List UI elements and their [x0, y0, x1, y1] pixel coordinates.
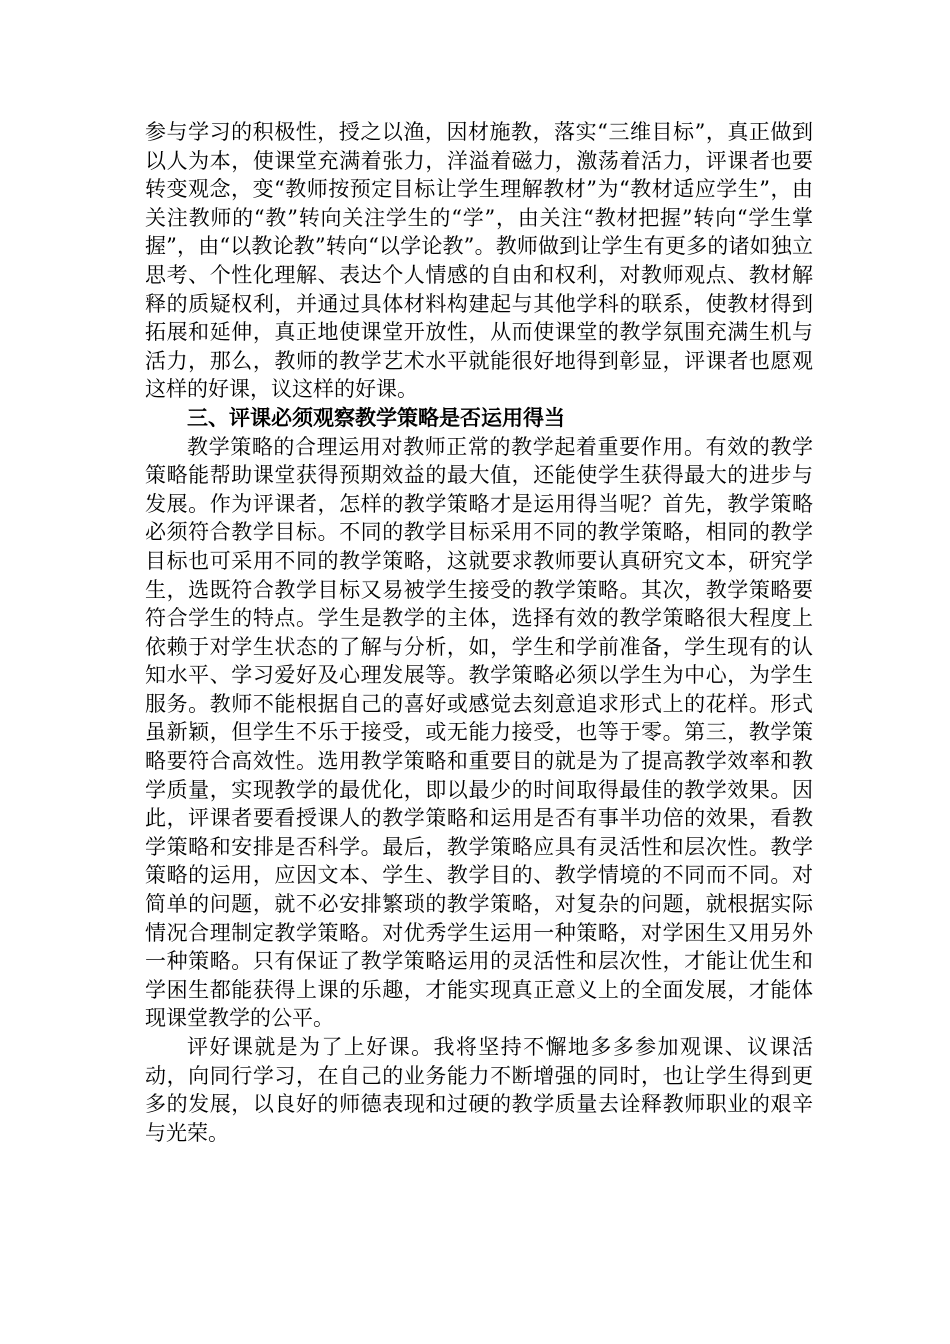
body-paragraph-2: 教学策略的合理运用对教师正常的教学起着重要作用。有效的教学策略能帮助课堂获得预期效益的最大值，还能使学生获得最大的进步与发展。作为评课者，怎样的教学策略才是运用得当呢？首先，教学策略必须符合教学目标。不同的教学目标采用不同的教学策略，相同的教学目标也可采用不同的教学策略，这就要求教师要认真研究文本，研究学生，选既符合教学目标又易被学生接受的教学策略。其次，教学策略要符合学生的特点。学生是教学的主体，选择有效的教学策略很大程度上依赖于对学生状态的了解与分析，如，学生和学前准备，学生现有的认知水平、学习爱好及心理发展等。教学策略必须以学生为中心，为学生服务。教师不能根据自己的喜好或感觉去刻意追求形式上的花样。形式虽新颖，但学生不乐于接受，或无能力接受，也等于零。第三，教学策略要符合高效性。选用教学策略和重要目的就是为了提高教学效率和教学质量，实现教学的最优化，即以最少的时间取得最佳的教学效果。因此，评课者要看授课人的教学策略和运用是否有事半功倍的效果，看教学策略和安排是否科学。最后，教学策略应具有灵活性和层次性。教学策略的运用，应因文本、学生、教学目的、教学情境的不同而不同。对简单的问题，就不必安排繁琐的教学策略，对复杂的问题，就根据实际情况合理制定教学策略。对优秀学生运用一种策略，对学困生又用另外一种策略。只有保证了教学策略运用的灵活性和层次性，才能让优生和学困生都能获得上课的乐趣，才能实现真正意义上的全面发展，才能体现课堂教学的公平。 — [145, 434, 813, 1031]
body-paragraph-3: 评好课就是为了上好课。我将坚持不懈地多多参加观课、议课活动，向同行学习，在自己的业务能力不断增强的同时，也让学生得到更多的发展，以良好的师德表现和过硬的教学质量去诠释教师职业的艰辛与光荣。 — [145, 1035, 813, 1145]
section-heading-3: 三、评课必须观察教学策略是否运用得当 — [187, 405, 565, 430]
body-paragraph-1: 参与学习的积极性，授之以渔，因材施教，落实“三维目标”，真正做到以人为本，使课堂充满着张力，洋溢着磁力，激荡着活力，评课者也要转变观念，变“教师按预定目标让学生理解教材”为“教材适应学生”，由关注教师的“教”转向关注学生的“学”，由关注“教材把握”转向“学生掌握”，由“以教论教”转向“以学论教”。教师做到让学生有更多的诸如独立思考、个性化理解、表达个人情感的自由和权利，对教师观点、教材解释的质疑权利，并通过具体材料构建起与其他学科的联系，使教材得到拓展和延伸，真正地使课堂开放性，从而使课堂的教学氛围充满生机与活力，那么，教师的教学艺术水平就能很好地得到彰显，评课者也愿观这样的好课，议这样的好课。 — [145, 120, 813, 402]
document-page — [145, 118, 813, 1147]
